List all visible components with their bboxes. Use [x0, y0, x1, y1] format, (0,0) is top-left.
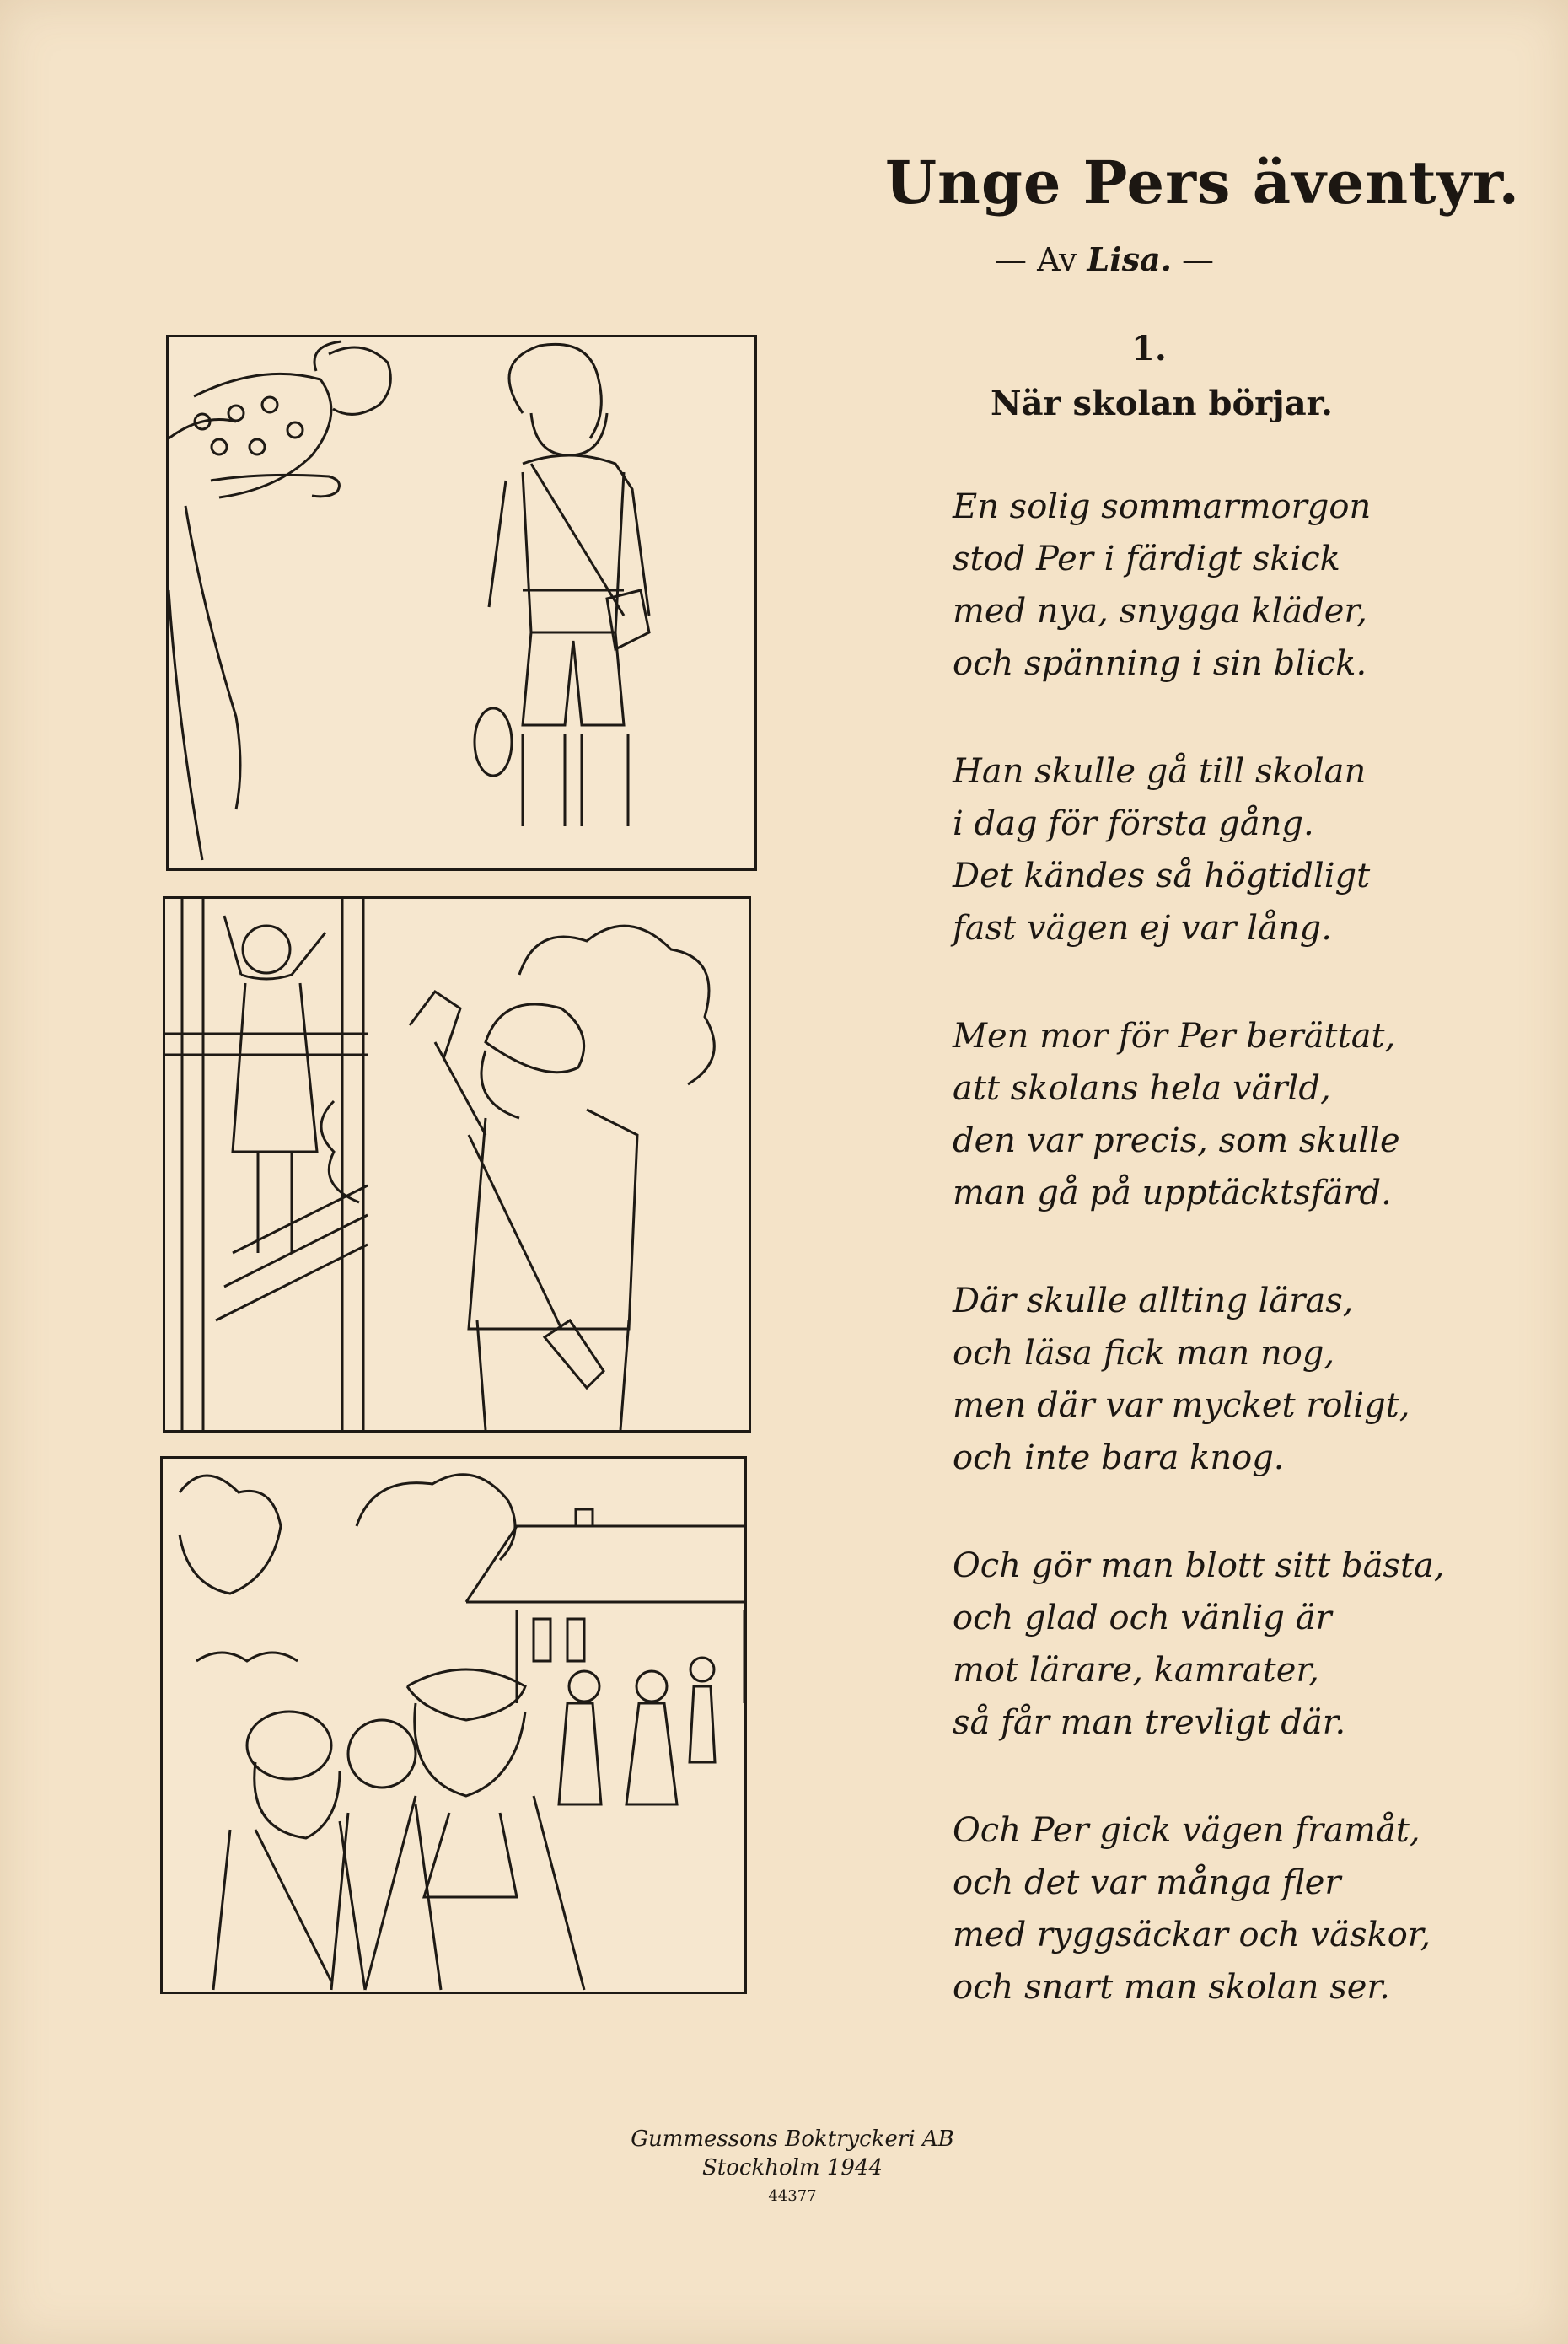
poem-line: den var precis, som skulle [953, 1121, 1400, 1160]
poem-line: med ryggsäckar och väskor, [953, 1916, 1431, 1954]
poem-line: men där var mycket roligt, [953, 1386, 1410, 1425]
author-name: Lisa. [1087, 240, 1172, 278]
poem-line: En solig sommarmorgon [953, 487, 1372, 526]
poem-line: stod Per i färdigt skick [953, 540, 1340, 578]
poem-line: man gå på upptäcktsfärd. [953, 1174, 1392, 1212]
imprint [624, 2125, 961, 2211]
stanza [953, 481, 1543, 690]
mother-and-boy-drawing [169, 337, 754, 868]
stanza [953, 1010, 1543, 1219]
stanza [953, 1804, 1543, 2013]
illustration-panel-1 [166, 335, 757, 871]
poem-line: Han skulle gå till skolan [953, 752, 1367, 791]
stanza [953, 1275, 1543, 1484]
poem-line: så får man trevligt där. [953, 1703, 1346, 1742]
waving-goodbye-drawing [165, 899, 749, 1430]
stanza [953, 1540, 1543, 1749]
poem-line: i dag för första gång. [953, 804, 1314, 843]
poem-line: Där skulle allting läras, [953, 1282, 1354, 1320]
illustration-panel-2 [163, 896, 751, 1433]
poem-line: Det kändes så högtidligt [953, 857, 1371, 895]
poem-line: mot lärare, kamrater, [953, 1651, 1319, 1690]
poem-line: och snart man skolan ser. [953, 1968, 1390, 2007]
printer-name: Gummessons Boktryckeri AB [631, 2126, 954, 2152]
illustration-panel-3 [160, 1456, 747, 1994]
place-year: Stockholm 1944 [701, 2155, 883, 2180]
poem-line: och spänning i sin blick. [953, 644, 1367, 683]
author-line [995, 240, 1332, 278]
poem-line: med nya, snygga kläder, [953, 592, 1367, 631]
poem-line: och inte bara knog. [953, 1438, 1285, 1477]
poem [953, 481, 1543, 2069]
print-code: 44377 [768, 2187, 817, 2205]
walking-to-school-drawing [163, 1459, 744, 1992]
chapter-number: 1. [1131, 329, 1167, 368]
stanza [953, 745, 1543, 954]
poem-line: och det var många fler [953, 1863, 1341, 1902]
poem-line: fast vägen ej var lång. [953, 909, 1332, 948]
author-suffix: — [1182, 241, 1215, 278]
chapter-title: När skolan börjar. [991, 384, 1333, 423]
poem-line: Och gör man blott sitt bästa, [953, 1546, 1445, 1585]
poem-line: Men mor för Per berättat, [953, 1017, 1396, 1056]
poem-line: och läsa fick man nog, [953, 1334, 1335, 1373]
page-title: Unge Pers äventyr. [885, 148, 1521, 218]
author-prefix: — Av [995, 241, 1077, 278]
poem-line: och glad och vänlig är [953, 1599, 1332, 1637]
poem-line: Och Per gick vägen framåt, [953, 1811, 1420, 1850]
poem-line: att skolans hela värld, [953, 1069, 1331, 1108]
